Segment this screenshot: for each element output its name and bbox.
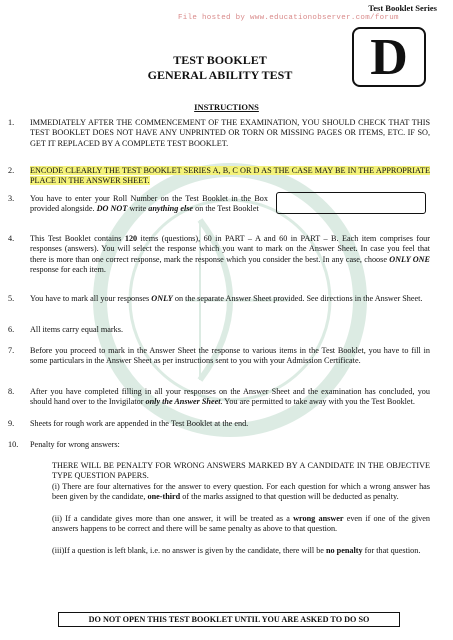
instructions-heading: INSTRUCTIONS <box>194 102 259 112</box>
series-letter-box: D <box>352 27 426 87</box>
instruction-item-2: 2. ENCODE CLEARLY THE TEST BOOKLET SERIES A, B, C OR D AS THE CASE MAY BE IN THE APPROPRIATE PLACE IN THE ANSWER SHEET. <box>8 166 430 186</box>
page-subtitle: GENERAL ABILITY TEST <box>147 68 293 82</box>
instruction-item-7: 7. Before you proceed to mark in the Answer Sheet the response to various items in the Test Booklet, you have to fill in some particulars in the Answer Sheet as per instructions sent to you with your Admission Certificate. <box>8 346 430 366</box>
penalty-intro: THERE WILL BE PENALTY FOR WRONG ANSWERS MARKED BY A CANDIDATE IN THE OBJECTIVE TYPE QUESTION PAPERS. <box>52 461 430 481</box>
roll-number-box[interactable] <box>276 192 426 214</box>
instruction-item-10: 10. Penalty for wrong answers: <box>8 440 120 449</box>
instruction-item-3: 3. You have to enter your Roll Number on the Test Booklet in the Box provided alongside. DO NOT write anything else on the Test Booklet <box>8 194 268 214</box>
page-title: TEST BOOKLET <box>173 53 267 67</box>
series-label: Test Booklet Series <box>368 3 437 13</box>
instruction-item-8: 8. After you have completed filling in all your responses on the Answer Sheet and the examination has concluded, you should hand over to the Invigilator only the Answer Sheet. You are permitted to take away with you the Test Booklet. <box>8 387 430 407</box>
instruction-item-9: 9. Sheets for rough work are appended in the Test Booklet at the end. <box>8 419 249 428</box>
penalty-rule-i: (i) There are four alternatives for the answer to every question. For each question for which a wrong answer has been given by the candidate, one-third of the marks assigned to that question will be deducted as penalty. <box>52 482 430 502</box>
penalty-rule-iii: (iii)If a question is left blank, i.e. no answer is given by the candidate, there will be no penalty for that question. <box>52 546 421 555</box>
penalty-rule-ii: (ii) If a candidate gives more than one answer, it will be treated as a wrong answer even if one of the given answers happens to be correct and there will be same penalty as above to that question. <box>52 514 430 534</box>
instruction-item-6: 6. All items carry equal marks. <box>8 325 123 334</box>
hosted-notice: File hosted by www.educationobserver.com/forum <box>178 14 399 22</box>
instruction-item-1: 1. IMMEDIATELY AFTER THE COMMENCEMENT OF THE EXAMINATION, YOU SHOULD CHECK THAT THIS TEST BOOKLET DOES NOT HAVE ANY UNPRINTED OR TORN OR MISSING PAGES OR ITEMS, ETC. IF SO, GET IT REPLACED BY A COMPLETE TEST BOOKLET. <box>8 118 430 148</box>
instruction-item-4: 4. This Test Booklet contains 120 items (questions), 60 in PART – A and 60 in PART – B. Each item comprises four responses (answers). You will select the response which you want to mark on the Answer Sheet. In case you feel that there is more than one correct response, mark the response which you consider the best. In any case, choose ONLY ONE response for each item. <box>8 234 431 275</box>
footer-notice: DO NOT OPEN THIS TEST BOOKLET UNTIL YOU ARE ASKED TO DO SO <box>58 612 400 627</box>
instruction-item-5: 5. You have to mark all your responses ONLY on the separate Answer Sheet provided. See directions in the Answer Sheet. <box>8 294 423 303</box>
